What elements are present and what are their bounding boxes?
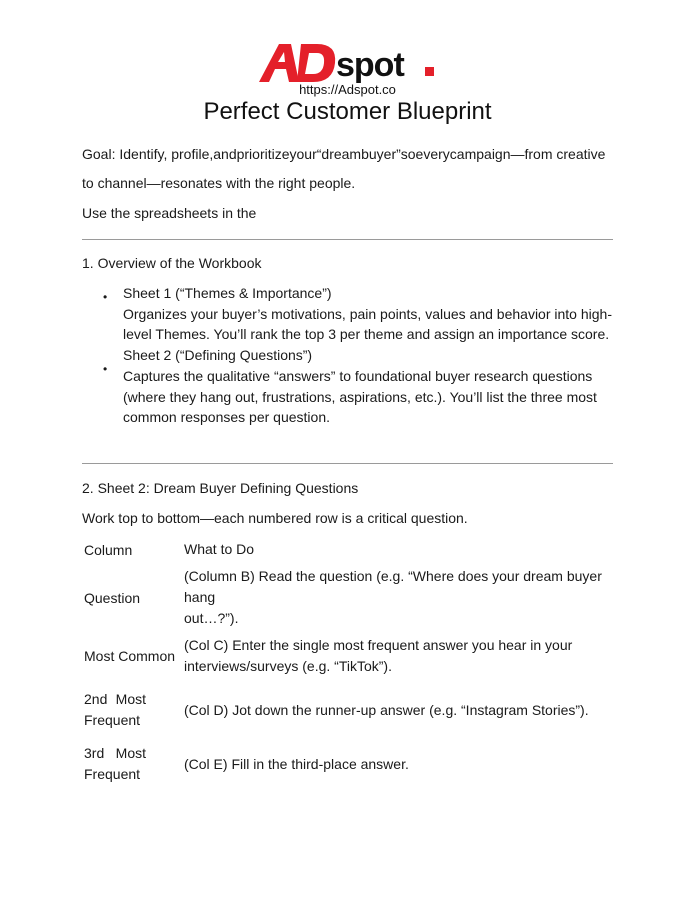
list-item [103,345,613,428]
description-line: out…?”). [184,610,239,626]
table-cell-description [184,737,622,791]
table-row [82,629,622,683]
page-title: Perfect Customer Blueprint [203,98,492,125]
table-header-row [82,533,622,566]
table-cell-description [184,566,622,629]
table-row [82,566,622,629]
table-cell-description [184,629,622,683]
column-label-line [84,689,146,710]
bullet-icon: • [103,362,108,377]
table-row [82,683,622,737]
section-1-heading: 1. Overview of the Workbook [82,255,262,271]
description-line: (Col C) Enter the single most frequent answer you hear in your [184,637,573,653]
bullet-title: Sheet 2 (“Defining Questions”) [123,347,313,364]
svg-text:spot: spot [336,46,404,84]
bullet-text: (where they hang out, frustrations, aspirations, etc.). You’ll list the three most [123,388,597,405]
column-label-word: 2nd [84,691,108,707]
bullet-text: level Themes. You’ll rank the top 3 per theme and assign an importance score. [123,326,610,343]
bullet-title: Sheet 1 (“Themes & Importance”) [123,285,332,301]
bullet-text: Captures the qualitative “answers” to foundational buyer research questions [123,367,593,384]
column-label-word: Most [115,745,146,761]
website-url: https://Adspot.co [299,82,396,97]
description-line: (Col E) Fill in the third-place answer. [184,755,409,772]
divider [82,463,613,464]
divider [82,239,613,240]
table-header-cell: What to Do [184,541,255,557]
column-label-word: Most [115,691,146,707]
list-item [103,283,613,345]
column-label-word: 3rd [84,745,105,761]
goal-line-1: Goal: Identify, profile,andprioritizeyour“dreambuyer”soeverycampaign—from creative [82,146,606,162]
adspot-logo [257,38,442,86]
table-cell-column: Question [84,589,141,606]
table-row [82,737,622,791]
bullet-text: Organizes your buyer’s motivations, pain points, values and behavior into high- [123,305,612,322]
column-label-line [84,743,146,764]
bullet-text: common responses per question. [123,409,330,426]
table-cell-description [184,683,622,737]
table-cell-column [82,683,184,737]
goal-line-2: to channel—resonates with the right people. [82,175,356,191]
description-line: interviews/surveys (e.g. “TikTok”). [184,658,392,674]
column-label-word: Frequent [84,712,141,728]
overview-bullet-list [103,283,613,428]
intro-line-3: Use the spreadsheets in the [82,205,257,221]
bullet-icon: • [103,290,108,304]
column-label-word: Frequent [84,766,141,782]
instructions-table [82,533,622,791]
table-header-cell: Column [84,541,133,558]
section-2-heading: 2. Sheet 2: Dream Buyer Defining Questions [82,480,359,496]
section-2-instruction: Work top to bottom—each numbered row is a critical question. [82,510,468,526]
table-cell-column [82,737,184,791]
table-cell-column: Most Common [84,648,176,664]
description-line: (Column B) Read the question (e.g. “Where does your dream buyer hang [184,568,602,605]
description-line: (Col D) Jot down the runner-up answer (e.g. “Instagram Stories”). [184,701,589,718]
